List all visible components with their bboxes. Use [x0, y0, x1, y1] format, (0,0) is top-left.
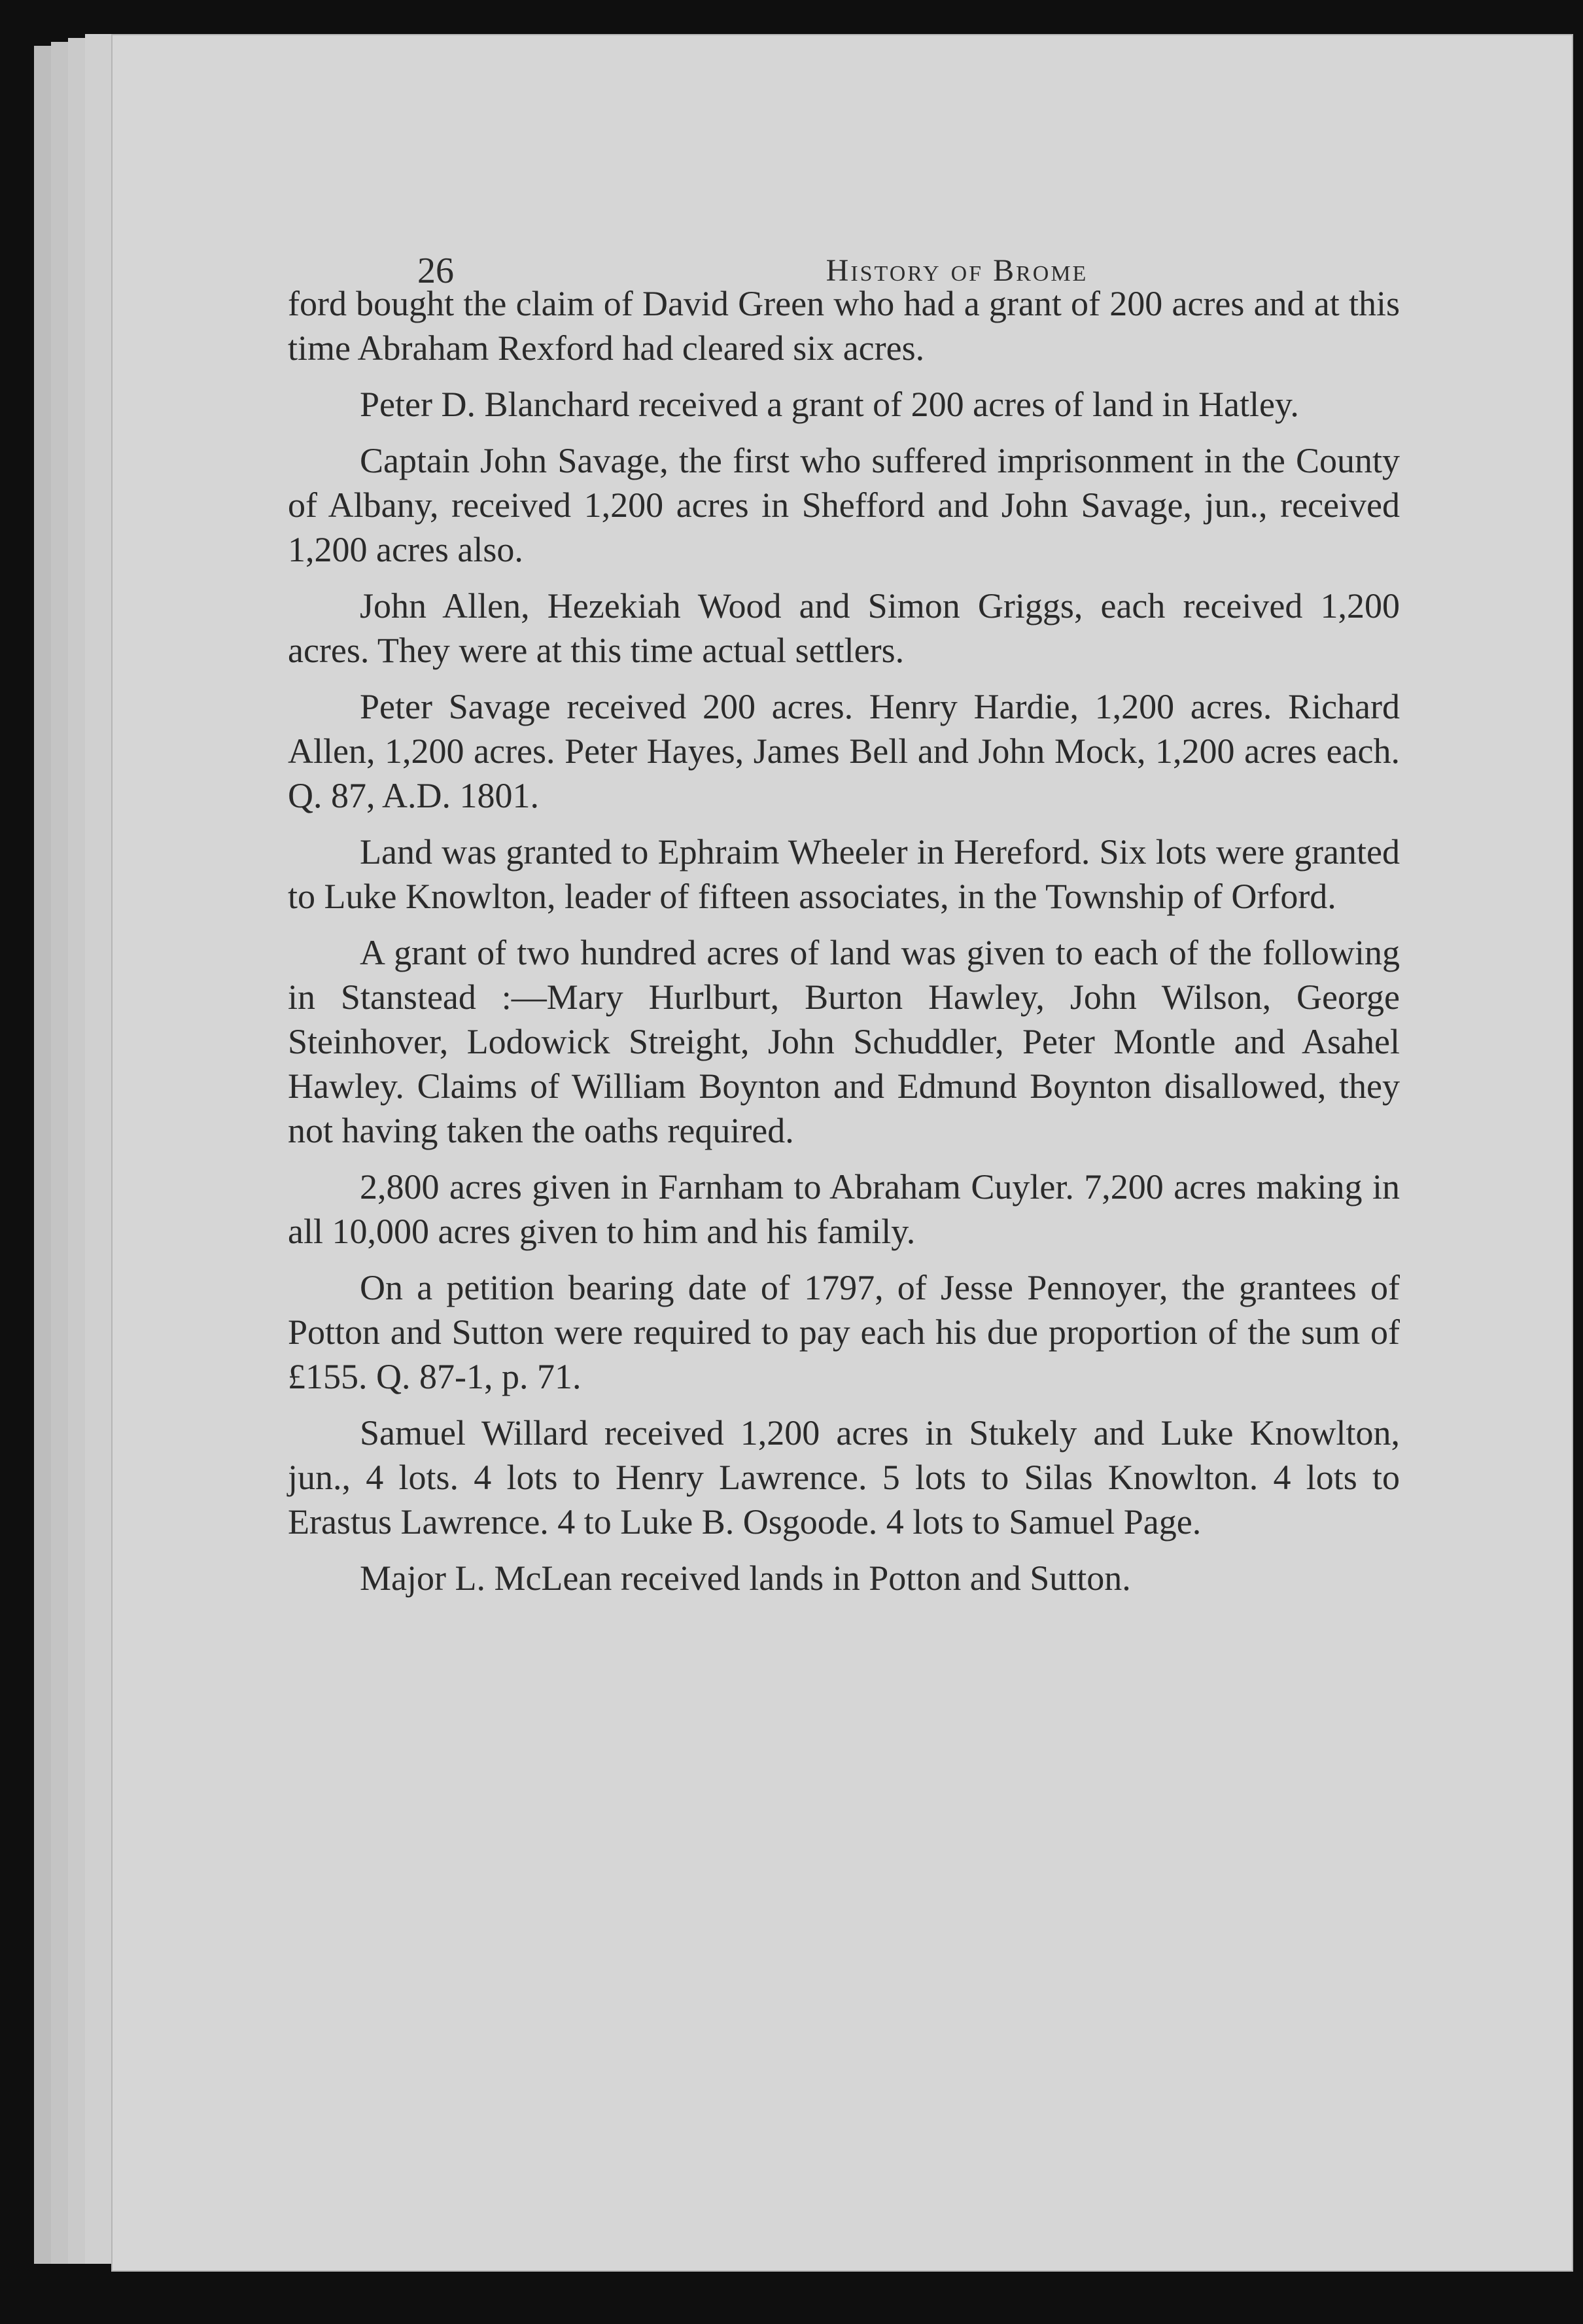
paragraph: A grant of two hundred acres of land was given to each of the following in Stanstead :—Mary Hurlburt, Burton Hawley, John Wilson, George Steinhover, Lodowick Streight, John Schuddler, Peter Montle and Asahel Hawley. Claims of William Boynton and Edmund Boynton disallowed, they not having taken the oaths required. [288, 933, 1400, 1150]
paragraph: John Allen, Hezekiah Wood and Simon Griggs, each received 1,200 acres. They were at this time actual settlers. [288, 586, 1400, 670]
paragraph: 2,800 acres given in Farnham to Abraham Cuyler. 7,200 acres making in all 10,000 acres given to him and his family. [288, 1167, 1400, 1251]
page-number: 26 [417, 251, 454, 291]
paragraph: Samuel Willard received 1,200 acres in Stukely and Luke Knowlton, jun., 4 lots. 4 lots to Henry Lawrence. 5 lots to Silas Knowlton. 4 lots to Erastus Lawrence. 4 to Luke B. Osgoode. 4 lots to Samuel Page. [288, 1413, 1400, 1541]
paragraph: On a petition bearing date of 1797, of Jesse Pennoyer, the grantees of Potton and Sutton were required to pay each his due proportion of the sum of £155. Q. 87-1, p. 71. [288, 1268, 1400, 1396]
body-text [288, 281, 1400, 1600]
paragraph: Major L. McLean received lands in Potton and Sutton. [360, 1558, 1131, 1598]
paragraph: ford bought the claim of David Green who had a grant of 200 acres and at this time Abraham Rexford had cleared six acres. [288, 284, 1400, 368]
paragraph: Peter D. Blanchard received a grant of 200 acres of land in Hatley. [360, 385, 1299, 424]
running-title: History of Brome [826, 253, 1088, 288]
paragraph: Captain John Savage, the first who suffered imprisonment in the County of Albany, received 1,200 acres in Shefford and John Savage, jun., received 1,200 acres also. [288, 441, 1400, 569]
paragraph: Land was granted to Ephraim Wheeler in Hereford. Six lots were granted to Luke Knowlton, leader of fifteen associates, in the Township of Orford. [288, 832, 1400, 916]
paragraph: Peter Savage received 200 acres. Henry Hardie, 1,200 acres. Richard Allen, 1,200 acres. Peter Hayes, James Bell and John Mock, 1,200 acres each. Q. 87, A.D. 1801. [288, 687, 1400, 815]
